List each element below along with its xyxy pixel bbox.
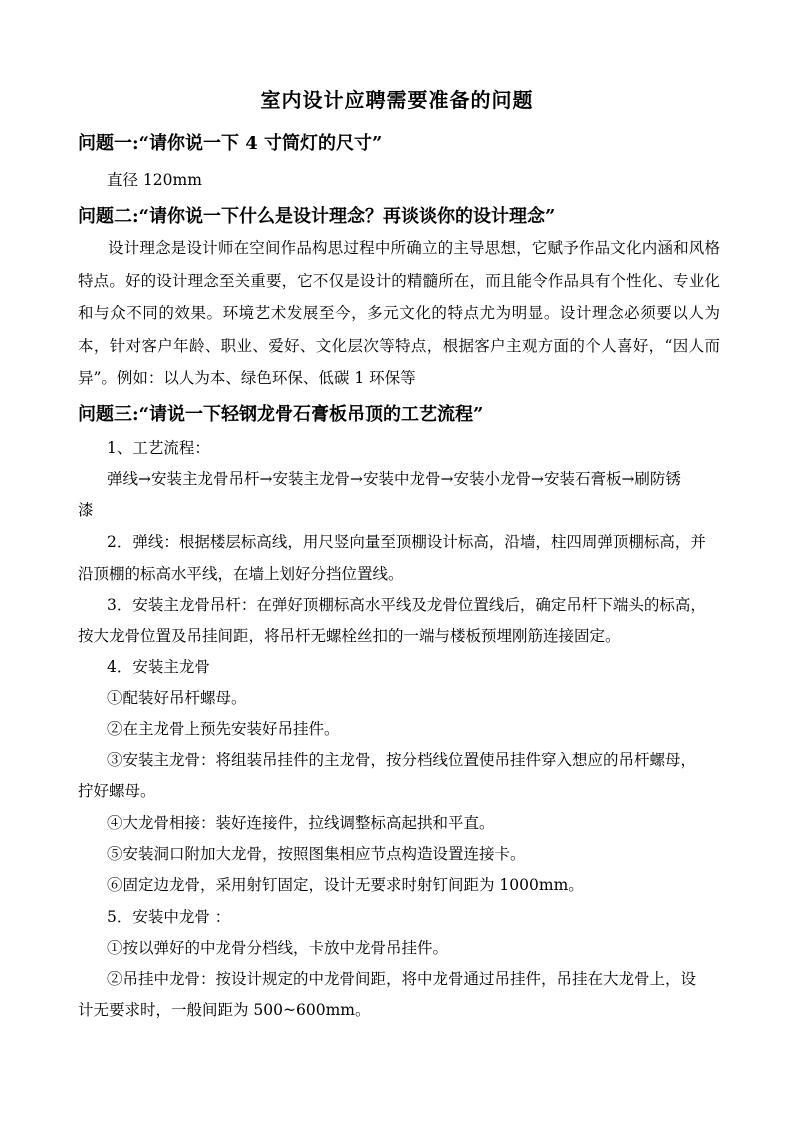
page-title: 室内设计应聘需要准备的问题 [260, 88, 534, 112]
step-3-line-1: 3．安装主龙骨吊杆：在弹好顶棚标高水平线及龙骨位置线后，确定吊杆下端头的标高， [107, 596, 706, 614]
step-4-item-3-line-1: ③安装主龙骨：将组装吊挂件的主龙骨，按分档线位置使吊挂件穿入想应的吊杆螺母， [107, 751, 697, 769]
step-5-title: 5．安装中龙骨 ： [107, 908, 231, 926]
step-5-item-2-line-1: ②吊挂中龙骨：按设计规定的中龙骨间距，将中龙骨通过吊挂件，吊挂在大龙骨上，设 [107, 970, 697, 988]
step-1-flow-line-2: 漆 [78, 501, 94, 519]
step-4-item-4: ④大龙骨相接：装好连接件，拉线调整标高起拱和平直。 [107, 814, 495, 832]
question-1-answer: 直径 120mm [107, 171, 202, 189]
step-2-line-2: 沿顶棚的标高水平线，在墙上划好分挡位置线。 [78, 565, 404, 583]
step-4-item-5: ⑤安装洞口附加大龙骨，按照图集相应节点构造设置连接卡。 [107, 845, 526, 863]
step-1-title: 1、工艺流程： [107, 439, 210, 457]
step-1-flow-line-1: 弹线→安装主龙骨吊杆→安装主龙骨→安装中龙骨→安装小龙骨→安装石膏板→刷防锈 [107, 470, 681, 488]
question-1-heading: 问题一:“请你说一下 4 寸筒灯的尺寸” [78, 133, 383, 154]
step-4-item-6: ⑥固定边龙骨，采用射钉固定，设计无要求时射钉间距为 1000mm。 [107, 876, 584, 894]
step-4-title: 4．安装主龙骨 [107, 658, 210, 676]
step-3-line-2: 按大龙骨位置及吊挂间距，将吊杆无螺栓丝扣的一端与楼板预埋刚筋连接固定。 [78, 627, 621, 645]
step-4-item-1: ①配装好吊杆螺母。 [107, 689, 247, 707]
step-4-item-3-line-2: 拧好螺母。 [78, 782, 156, 800]
step-5-item-1: ①按以弹好的中龙骨分档线，卡放中龙骨吊挂件。 [107, 939, 449, 957]
question-2-heading: 问题二:“请你说一下什么是设计理念？再谈谈你的设计理念” [78, 206, 556, 227]
question-3-heading: 问题三:“请说一下轻钢龙骨石膏板吊顶的工艺流程” [78, 404, 484, 425]
step-4-item-2: ②在主龙骨上预先安装好吊挂件。 [107, 720, 340, 738]
step-2-line-1: 2．弹线：根据楼层标高线，用尺竖向量至顶棚设计标高，沿墙，柱四周弹顶棚标高，并 [107, 533, 706, 551]
step-5-item-2-line-2: 计无要求时，一般间距为 500~600mm。 [78, 1001, 371, 1019]
question-2-paragraph: 设计理念是设计师在空间作品构思过程中所确立的主导思想，它赋予作品文化内涵和风格特点。好的设计理念至关重要，它不仅是设计的精髓所在，而且能令作品具有个性化、专业化和与众不同的效果。环境艺术发展至今，多元文化的特点尤为明显。设计理念必须要以人为本，针对客户年龄、职业、爱好、文化层次等特点，根据客户主观方面的个人喜好，“因人而异”。例如：以人为本、绿色环保、低碳 1 环保等 [78, 239, 720, 387]
